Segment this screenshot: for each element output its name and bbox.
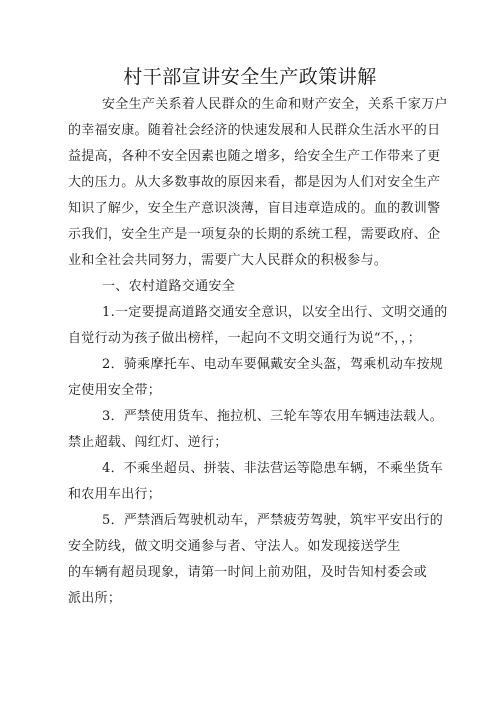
list-item-line: 1.一定要提高道路交通安全意识，以安全出行、文明交通的 <box>102 305 448 320</box>
list-item-line: 安全防线，做文明交通参与者、守法人。如发现接送学生 <box>68 539 401 554</box>
paragraph-line: 业和全社会共同努力，需要广大人民群众的积极参与。 <box>68 253 388 268</box>
paragraph-line: 益提高，各种不安全因素也随之增多，给安全生产工作带来了更 <box>68 149 441 164</box>
list-item-line: 和农用车出行； <box>68 487 162 502</box>
list-item-line: 的车辆有超员现象，请第一时间上前劝阻，及时告知村委会或 <box>68 565 428 580</box>
document-title: 村干部宣讲安全生产政策讲解 <box>123 66 377 88</box>
paragraph-line: 的幸福安康。随着社会经济的快速发展和人民群众生活水平的日 <box>68 123 441 138</box>
list-item-line: 4．不乘坐超员、拼装、非法营运等隐患车辆，不乘坐货车 <box>102 461 444 476</box>
list-item-line: 3．严禁使用货车、拖拉机、三轮车等农用车辆违法载人。 <box>102 409 444 424</box>
paragraph-line: 安全生产关系着人民群众的生命和财产安全，关系千家万户 <box>102 97 448 112</box>
list-item-line: 定使用安全带； <box>68 383 162 398</box>
list-item-line: 2．骑乘摩托车、电动车要佩戴安全头盔，驾乘机动车按规 <box>102 357 444 372</box>
paragraph-line: 示我们，安全生产是一项复杂的长期的系统工程，需要政府、企 <box>68 227 441 242</box>
list-item-line: 派出所； <box>68 591 122 606</box>
list-item-line: 禁止超载、闯红灯、逆行； <box>68 435 228 450</box>
list-item-line: 自觉行动为孩子做出榜样，一起向不文明交通行为说“不，，； <box>68 331 422 346</box>
paragraph-line: 大的压力。从大多数事故的原因来看，都是因为人们对安全生产 <box>68 175 441 190</box>
list-item-line: 5．严禁酒后驾驶机动车，严禁疲劳驾驶，筑牢平安出行的 <box>102 513 444 528</box>
paragraph-line: 知识了解少，安全生产意识淡薄，盲目违章造成的。血的教训警 <box>68 201 441 216</box>
section-heading: 一、农村道路交通安全 <box>102 279 236 294</box>
